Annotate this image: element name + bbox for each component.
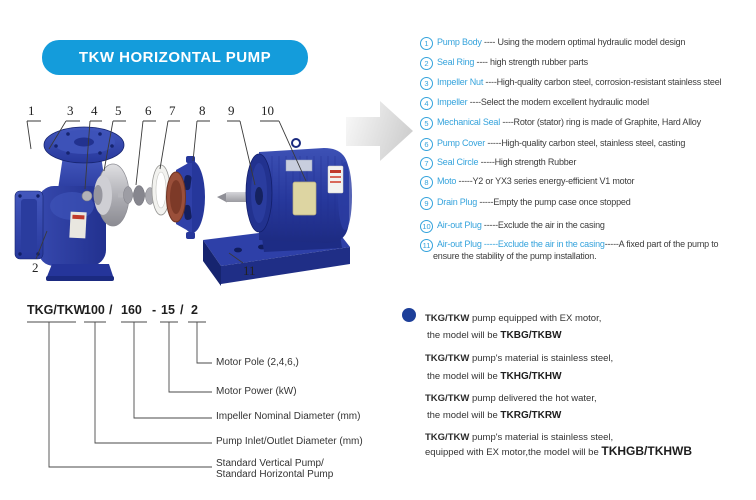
part-description: -----Empty the pump case once stopped: [477, 197, 631, 207]
part-name: Seal Ring: [437, 57, 475, 67]
part-item-5: [420, 117, 701, 130]
model-code-motor-pole: 2: [191, 303, 198, 317]
callout-11: 11: [243, 263, 256, 278]
part-item-6: [420, 138, 685, 151]
note-text: the model will be: [427, 371, 501, 382]
part-description: -----Y2 or YX3 series energy-efficient V1 motor: [456, 176, 635, 186]
part-description: -----A fixed part of the pump to: [604, 239, 719, 249]
callout-7: 7: [169, 103, 176, 118]
part-description: ---- high strength rubber parts: [474, 57, 588, 67]
bullet-circle-icon: [402, 308, 416, 322]
note-2-line-1: [425, 353, 613, 365]
note-text: pump's material is stainless steel,: [469, 432, 614, 443]
note-3-line-2: [427, 410, 561, 422]
part-description: -----High-quality carbon steel, stainless steel, casting: [485, 138, 686, 148]
part-number-badge: 9: [420, 197, 433, 210]
part-number-badge: 11: [420, 239, 433, 252]
brand-text: TKG/TKW: [425, 432, 470, 443]
part-description: ----Rotor (stator) ring is made of Graphite, Hard Alloy: [500, 117, 701, 127]
part-number-badge: 6: [420, 138, 433, 151]
note-text: pump equipped with EX motor,: [469, 313, 602, 324]
part-description: ---- Using the modern optimal hydraulic model design: [481, 37, 686, 47]
part-number-badge: 7: [420, 157, 433, 170]
part-description: -----Exclude the air in the casing: [481, 220, 605, 230]
model-name: TKBG/TKBW: [500, 330, 562, 341]
part-item-8: [420, 176, 634, 189]
model-name: TKHG/TKHW: [500, 371, 562, 382]
label-motor-power: Motor Power (kW): [216, 386, 297, 397]
model-code-separator-2: /: [180, 303, 184, 317]
model-code-separator: /: [109, 303, 113, 317]
part-name: Pump Cover: [437, 138, 486, 148]
callout-8: 8: [199, 103, 206, 118]
part-name: Pump Body: [437, 37, 482, 47]
callout-4: 4: [91, 103, 98, 118]
part-number-badge: 3: [420, 77, 433, 90]
part-description: -----High strength Rubber: [478, 157, 577, 167]
note-4-line-1: [425, 432, 613, 444]
motor-illustration: [246, 139, 352, 252]
brand-text: TKG/TKW: [425, 313, 470, 324]
model-code-motor-power: 15: [161, 303, 175, 317]
model-code-inlet-diameter: 100: [84, 303, 105, 317]
note-4-line-2: [425, 445, 692, 459]
title-banner: [42, 40, 308, 75]
arrow-right-icon: [346, 101, 413, 161]
part-item-4: [420, 97, 649, 110]
part-name: Seal Circle: [437, 157, 479, 167]
part-name: Air-out Plug: [437, 220, 482, 230]
note-1-line-2: [427, 330, 562, 342]
part-item-9: [420, 197, 631, 210]
label-standard-vertical: Standard Vertical Pump/: [216, 458, 324, 469]
callout-2: 2: [32, 260, 39, 275]
part-name: Mechanical Seal: [437, 117, 501, 127]
label-motor-pole: Motor Pole (2,4,6,): [216, 357, 299, 368]
note-text: pump delivered the hot water,: [469, 393, 597, 404]
part-description-blue: -----Exclude the air in the casing: [481, 239, 605, 249]
part-number-badge: 10: [420, 220, 433, 233]
callout-9: 9: [228, 103, 235, 118]
note-1-line-1: [425, 313, 601, 325]
part-number-badge: 5: [420, 117, 433, 130]
part-description: ensure the stability of the pump installation.: [433, 251, 597, 261]
part-item-1: [420, 37, 685, 50]
model-code-connector-lines: [27, 322, 212, 467]
note-text: the model will be: [427, 410, 501, 421]
part-number-badge: 2: [420, 57, 433, 70]
label-inlet-outlet: Pump Inlet/Outlet Diameter (mm): [216, 436, 363, 447]
model-code-series: TKG/TKW: [27, 303, 86, 317]
model-code-impeller-diameter: 160: [121, 303, 142, 317]
label-standard-horizontal: Standard Horizontal Pump: [216, 469, 334, 480]
model-name: TKHGB/TKHWB: [601, 444, 693, 458]
note-text: pump's material is stainless steel,: [469, 353, 614, 364]
model-code-dash: -: [152, 303, 157, 317]
part-number-badge: 4: [420, 97, 433, 110]
callout-1: 1: [28, 103, 35, 118]
part-description: ----Select the modern excellent hydraulic model: [467, 97, 649, 107]
callout-10: 10: [261, 103, 274, 118]
note-2-line-2: [427, 371, 562, 383]
callout-3: 3: [67, 103, 74, 118]
part-name: Impeller Nut: [437, 77, 484, 87]
note-3-line-1: [425, 393, 597, 405]
part-number-badge: 1: [420, 37, 433, 50]
part-item-11-line2: [433, 251, 596, 262]
part-name: Moto: [437, 176, 457, 186]
part-number-badge: 8: [420, 176, 433, 189]
part-name: Air-out Plug: [437, 239, 482, 249]
part-description: ----High-quality carbon steel, corrosion-resistant stainless steel: [483, 77, 722, 87]
brand-text: TKG/TKW: [425, 353, 470, 364]
callout-5: 5: [115, 103, 122, 118]
part-name: Impeller: [437, 97, 468, 107]
note-text: equipped with EX motor,the model will be: [425, 447, 602, 458]
part-item-2: [420, 57, 588, 70]
pump-cover-illustration: [167, 156, 206, 239]
part-item-3: [420, 77, 721, 90]
part-item-7: [420, 157, 576, 170]
brand-text: TKG/TKW: [425, 393, 470, 404]
model-name: TKRG/TKRW: [500, 410, 562, 421]
part-name: Drain Plug: [437, 197, 478, 207]
part-item-10: [420, 220, 605, 233]
label-impeller-diameter: Impeller Nominal Diameter (mm): [216, 411, 361, 422]
callout-6: 6: [145, 103, 152, 118]
note-text: the model will be: [427, 330, 501, 341]
page-title: TKW HORIZONTAL PUMP: [78, 49, 272, 66]
